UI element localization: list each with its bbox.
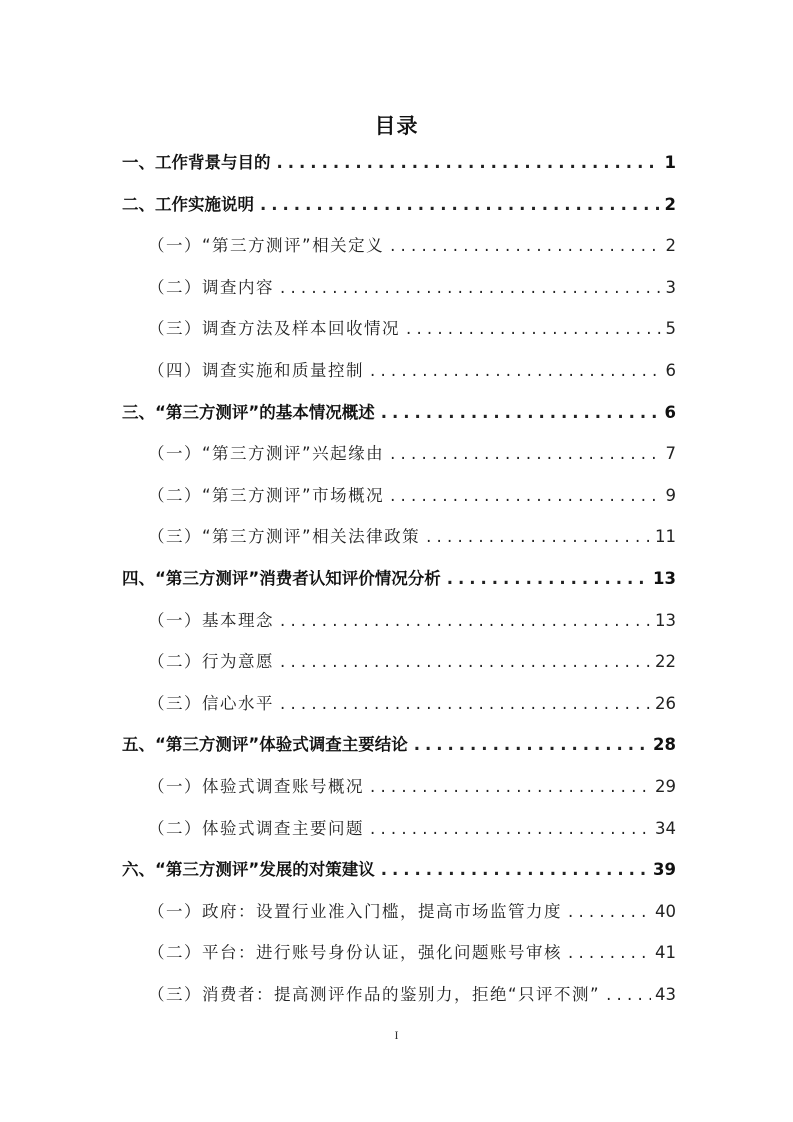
toc-page-number: 1: [664, 153, 676, 172]
toc-entry-text: 二、工作实施说明: [122, 194, 254, 214]
toc-entry-text: （二）体验式调查主要问题: [148, 818, 364, 838]
toc-page-number: 3: [665, 277, 676, 297]
toc-section-entry[interactable]: [148, 311, 676, 347]
toc-chapter-entry[interactable]: [122, 727, 676, 763]
toc-dot-leader: [370, 353, 662, 389]
toc-page-number: 2: [664, 194, 676, 214]
toc-entry-text: （三）调查方法及样本回收情况: [148, 319, 400, 339]
toc-entry-text: （二）行为意愿: [148, 652, 274, 672]
toc-entry-text: （三）信心水平: [148, 693, 274, 713]
toc-dot-leader: [406, 311, 662, 347]
toc-dot-leader: [606, 977, 651, 1013]
toc-entry-text: （四）调查实施和质量控制: [148, 361, 364, 380]
toc-page-number: 34: [655, 818, 676, 838]
toc-entry-text: 三、“第三方测评”的基本情况概述: [122, 402, 375, 422]
toc-section-entry[interactable]: [148, 519, 676, 555]
toc-entry-text: （一）“第三方测评”兴起缘由: [148, 444, 385, 464]
toc-dot-leader: [414, 727, 649, 763]
toc-entry-text: （一）“第三方测评”相关定义: [148, 236, 385, 256]
toc-dot-leader: [447, 561, 649, 597]
toc-dot-leader: [568, 894, 651, 930]
toc-entry-text: 四、“第三方测评”消费者认知评价情况分析: [122, 569, 441, 588]
toc-dot-leader: [370, 769, 651, 805]
toc-page-number: 11: [655, 527, 676, 547]
footer-page-number: I: [394, 1028, 399, 1042]
toc-entry-text: （三）“第三方测评”相关法律政策: [148, 527, 421, 547]
toc-page-number: 28: [653, 735, 676, 755]
toc-page-number: 2: [665, 236, 676, 256]
toc-section-entry[interactable]: [148, 977, 676, 1013]
toc-dot-leader: [280, 644, 651, 680]
toc-section-entry[interactable]: [148, 686, 676, 722]
toc-dot-leader: [381, 852, 649, 888]
toc-section-entry[interactable]: [148, 603, 676, 639]
toc-entry-text: 六、“第三方测评”发展的对策建议: [122, 860, 375, 880]
toc-entry-text: 一、工作背景与目的: [122, 153, 271, 172]
toc-page-number: 40: [655, 901, 676, 921]
toc-section-entry[interactable]: [148, 644, 676, 680]
toc-section-entry[interactable]: [148, 935, 676, 971]
toc-entry-text: （三）消费者：提高测评作品的鉴别力，拒绝“只评不测”: [148, 985, 601, 1004]
toc-page-number: 13: [653, 569, 676, 588]
toc-section-entry[interactable]: [148, 353, 676, 389]
toc-section-entry[interactable]: [148, 478, 676, 514]
toc-page-number: 13: [655, 610, 676, 630]
toc-dot-leader: [280, 686, 651, 722]
toc-page-number: 39: [653, 860, 676, 880]
toc-section-entry[interactable]: [148, 228, 676, 264]
toc-page-number: 7: [665, 444, 676, 464]
toc-chapter-entry[interactable]: [122, 395, 676, 431]
toc-dot-leader: [277, 145, 661, 181]
toc-dot-leader: [381, 395, 661, 431]
toc-page-number: 6: [664, 402, 676, 422]
toc-dot-leader: [280, 270, 662, 306]
toc-entry-text: （一）体验式调查账号概况: [148, 777, 364, 796]
toc-section-entry[interactable]: [148, 270, 676, 306]
toc-dot-leader: [370, 811, 651, 847]
toc-page-number: 5: [665, 319, 676, 339]
toc-dot-leader: [280, 603, 651, 639]
toc-title: 目录: [374, 114, 419, 138]
toc-page-number: 6: [665, 361, 676, 380]
toc-chapter-entry[interactable]: [122, 852, 676, 888]
toc-page-number: 9: [665, 485, 676, 505]
toc-entry-text: （二）平台：进行账号身份认证，强化问题账号审核: [148, 943, 562, 963]
toc-section-entry[interactable]: [148, 811, 676, 847]
toc-section-entry[interactable]: [148, 436, 676, 472]
toc-entry-text: （二）调查内容: [148, 277, 274, 297]
toc-page-number: 26: [655, 693, 676, 713]
toc-chapter-entry[interactable]: [122, 187, 676, 223]
toc-section-entry[interactable]: [148, 769, 676, 805]
toc-section-entry[interactable]: [148, 894, 676, 930]
toc-page-number: 29: [655, 777, 676, 796]
toc-dot-leader: [568, 935, 651, 971]
toc-dot-leader: [390, 228, 661, 264]
toc-entry-text: （一）政府：设置行业准入门槛，提高市场监管力度: [148, 901, 562, 921]
toc-dot-leader: [260, 187, 661, 223]
toc-entry-text: （二）“第三方测评”市场概况: [148, 485, 385, 505]
toc-dot-leader: [390, 478, 661, 514]
toc-entry-text: 五、“第三方测评”体验式调查主要结论: [122, 735, 408, 755]
toc-page-number: 22: [655, 652, 676, 672]
toc-page-number: 41: [655, 943, 676, 963]
toc-entry-text: （一）基本理念: [148, 610, 274, 630]
toc-chapter-entry[interactable]: [122, 145, 676, 181]
toc-page-number: 43: [655, 985, 676, 1004]
toc-dot-leader: [390, 436, 661, 472]
toc-chapter-entry[interactable]: [122, 561, 676, 597]
toc-dot-leader: [426, 519, 651, 555]
